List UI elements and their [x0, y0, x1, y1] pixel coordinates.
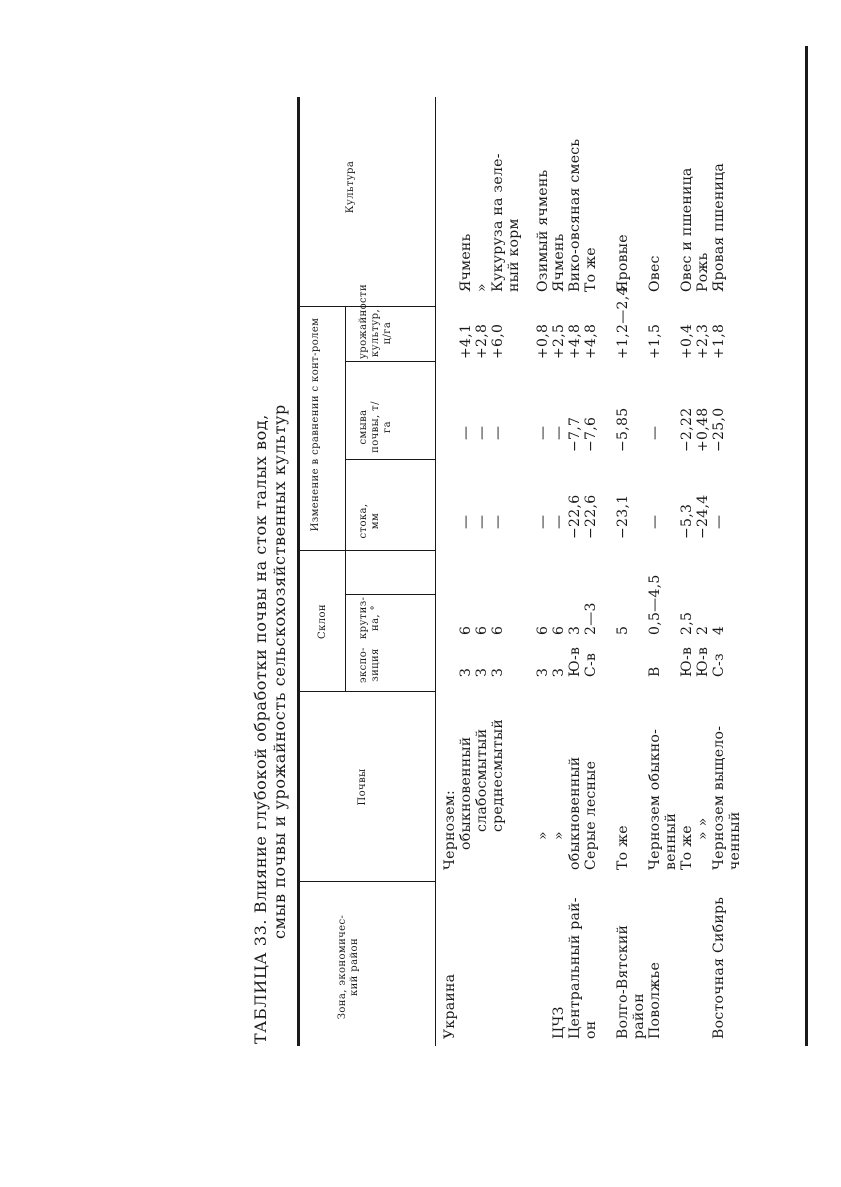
table-label: ТАБЛИЦА 33.: [251, 918, 270, 1044]
cell-crop: Яровые: [615, 234, 631, 292]
cell-exp: Ю-в: [679, 646, 695, 677]
cell-steep: 0,5—4,5: [647, 574, 663, 635]
header-crop: Культура: [345, 160, 356, 214]
header-soils: Почвы: [357, 768, 368, 806]
cell-runoff: −22,6: [567, 494, 583, 539]
cell-exp: З: [535, 667, 551, 677]
cell-erosion: −7,7: [567, 416, 583, 452]
cell-yield: +2,3: [695, 323, 711, 359]
subheader-rule: [345, 551, 346, 692]
cell-steep: 6: [490, 625, 506, 635]
cell-steep: 6: [535, 625, 551, 635]
cell-crop: Кукуруза на зеле-: [490, 153, 506, 292]
caption-text-1: Влияние глубокой обработки почвы на сток талых вод,: [251, 414, 270, 914]
cell-steep: 6: [474, 625, 490, 635]
cell-soil: обыкновенный: [458, 736, 474, 850]
cell-erosion: −25,0: [711, 407, 727, 452]
cell-erosion: −2,22: [679, 407, 695, 452]
cell-soil: » »: [695, 817, 711, 840]
cell-crop: »: [474, 283, 490, 292]
header-divider: [345, 594, 435, 595]
cell-zone: район: [631, 993, 647, 1039]
cell-zone: ЦЧЗ: [551, 1006, 567, 1039]
header-erosion: смыва почвы, т/га: [358, 401, 393, 453]
cell-yield: +2,8: [474, 323, 490, 359]
cell-exp: С-в: [583, 652, 599, 677]
cell-zone: Восточная Сибирь: [711, 896, 727, 1039]
cell-soil: Чернозем выщело-: [711, 725, 727, 870]
cell-erosion: —: [647, 425, 663, 440]
cell-runoff: −24,4: [695, 494, 711, 539]
cell-yield: +4,8: [567, 323, 583, 359]
cell-erosion: —: [490, 425, 506, 440]
cell-erosion: −7,6: [583, 416, 599, 452]
subheader-rule: [345, 307, 346, 551]
cell-erosion: —: [551, 425, 567, 440]
cell-exp: С-з: [711, 653, 727, 677]
cell-runoff: −23,1: [615, 494, 631, 539]
cell-runoff: —: [490, 514, 506, 529]
cell-yield: +1,8: [711, 323, 727, 359]
cell-exp: Ю-в: [567, 646, 583, 677]
cell-soil: Серые лесные: [583, 760, 599, 870]
cell-yield: +0,4: [679, 323, 695, 359]
header-exposition: экспо-зиция: [358, 647, 381, 683]
cell-yield: +2,5: [551, 323, 567, 359]
cell-exp: З: [490, 667, 506, 677]
header-divider: [299, 691, 435, 692]
top-rule: [297, 97, 300, 1046]
cell-crop: Яровая пшеница: [711, 162, 727, 292]
cell-yield: +4,8: [583, 323, 599, 359]
cell-erosion: +0,48: [695, 407, 711, 452]
cell-exp: З: [551, 667, 567, 677]
cell-steep: 5: [615, 625, 631, 635]
cell-soil: То же: [679, 825, 695, 870]
cell-soil: ченный: [727, 811, 743, 870]
cell-crop: Озимый ячмень: [535, 169, 551, 292]
cell-exp: З: [474, 667, 490, 677]
cell-zone: Украина: [442, 973, 458, 1039]
header-change: Изменение в сравнении с конт-ролем: [310, 317, 321, 532]
cell-exp: В: [647, 666, 663, 677]
cell-erosion: —: [535, 425, 551, 440]
cell-soil: Чернозем обыкно-: [647, 728, 663, 870]
cell-erosion: —: [474, 425, 490, 440]
cell-zone: он: [583, 1020, 599, 1039]
cell-runoff: —: [458, 514, 474, 529]
cell-soil: венный: [663, 812, 679, 870]
header-runoff: стока, мм: [358, 503, 381, 539]
cell-soil: среднесмытый: [490, 718, 506, 832]
cell-crop: То же: [583, 247, 599, 292]
cell-soil: обыкновенный: [567, 756, 583, 870]
cell-steep: 2,5: [679, 611, 695, 635]
header-yield: урожайности культур, ц/га: [358, 283, 393, 359]
header-divider: [345, 459, 435, 460]
cell-soil: »: [535, 831, 551, 840]
cell-zone: Поволжье: [647, 961, 663, 1039]
cell-crop: ный корм: [506, 218, 522, 292]
cell-crop: Ячмень: [458, 233, 474, 292]
cell-crop: Рожь: [695, 252, 711, 292]
cell-steep: 2: [695, 625, 711, 635]
cell-steep: 3: [567, 625, 583, 635]
header-divider: [345, 361, 435, 362]
cell-exp: Ю-в: [695, 646, 711, 677]
cell-yield: +4,1: [458, 323, 474, 359]
cell-steep: 2—3: [583, 602, 599, 635]
cell-soil: »: [551, 831, 567, 840]
cell-crop: Овес и пшеница: [679, 167, 695, 292]
caption-line-1: [251, 404, 270, 1044]
cell-runoff: —: [647, 514, 663, 529]
header-steepness: крутиз-на, °: [358, 596, 381, 639]
cell-exp: З: [458, 667, 474, 677]
cell-steep: 6: [458, 625, 474, 635]
cell-runoff: —: [474, 514, 490, 529]
cell-soil: слабосмытый: [474, 728, 490, 832]
table-caption: [251, 404, 289, 1044]
cell-runoff: −22,6: [583, 494, 599, 539]
cell-crop: Вико-овсяная смесь: [567, 138, 583, 292]
cell-erosion: —: [458, 425, 474, 440]
header-slope: Склон: [317, 604, 328, 639]
cell-steep: 6: [551, 625, 567, 635]
cell-runoff: —: [551, 514, 567, 529]
cell-yield: +1,2—2,4: [615, 286, 631, 359]
cell-zone: Волго-Вятский: [615, 924, 631, 1039]
header-divider: [299, 550, 435, 551]
cell-yield: +6,0: [490, 323, 506, 359]
cell-yield: +1,5: [647, 323, 663, 359]
cell-steep: 4: [711, 625, 727, 635]
cell-crop: Овес: [647, 255, 663, 292]
cell-soil: Чернозем:: [442, 789, 458, 870]
cell-runoff: −5,3: [679, 503, 695, 539]
caption-line-2: смыв почвы и урожайность сельскохозяйственных культур: [270, 404, 289, 939]
header-divider: [299, 881, 435, 882]
header-zone: Зона, экономичес-кий район: [337, 914, 360, 1020]
cell-zone: Центральный рай-: [567, 897, 583, 1039]
cell-soil: То же: [615, 825, 631, 870]
cell-crop: Ячмень: [551, 233, 567, 292]
cell-yield: +0,8: [535, 323, 551, 359]
bottom-rule: [805, 46, 808, 1046]
cell-runoff: —: [711, 514, 727, 529]
cell-erosion: −5,85: [615, 407, 631, 452]
header-bottom-rule: [435, 97, 436, 1046]
cell-runoff: —: [535, 514, 551, 529]
